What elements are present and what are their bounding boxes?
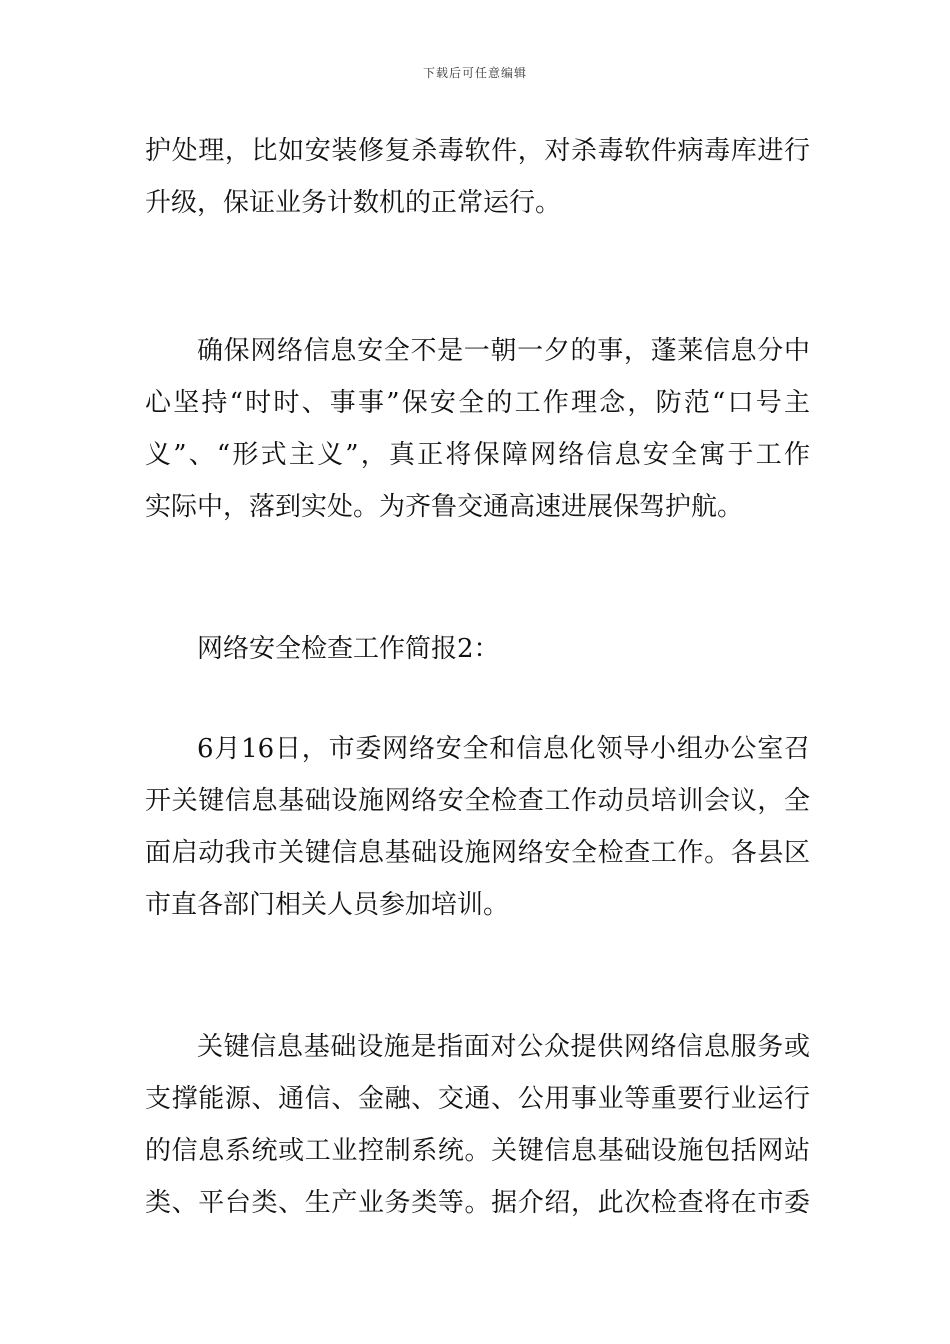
text-line: 开关键信息基础设施网络安全检查工作动员培训会议，全: [145, 786, 810, 816]
text-line: 心坚持“时时、事事”保安全的工作理念，防范“口号主: [145, 388, 810, 418]
text-line: 确保网络信息安全不是一朝一夕的事，蓬莱信息分中: [197, 336, 810, 366]
text-line: 护处理，比如安装修复杀毒软件，对杀毒软件病毒库进行: [145, 136, 810, 166]
text-line: 面启动我市关键信息基础设施网络安全检查工作。各县区: [145, 838, 810, 868]
text-line: 支撑能源、通信、金融、交通、公用事业等重要行业运行: [145, 1084, 810, 1114]
text-line: 类、平台类、生产业务类等。据介绍，此次检查将在市委: [145, 1188, 810, 1218]
paragraph-meeting: [145, 723, 810, 931]
section-heading-briefing-2: [145, 623, 810, 675]
text-line: 网络安全检查工作简报2：: [197, 634, 500, 664]
text-line: 义”、“形式主义”，真正将保障网络信息安全寓于工作: [145, 440, 810, 470]
text-line: 升级，保证业务计数机的正常运行。: [145, 188, 562, 218]
page-header: 下载后可任意编辑: [422, 66, 527, 80]
text-line: 市直各部门相关人员参加培训。: [145, 890, 510, 920]
text-line: 的信息系统或工业控制系统。关键信息基础设施包括网站: [145, 1136, 810, 1166]
text-line: 关键信息基础设施是指面对公众提供网络信息服务或: [197, 1032, 810, 1062]
text-line: 6月16日，市委网络安全和信息化领导小组办公室召: [197, 734, 810, 764]
paragraph-infrastructure-definition: [145, 1021, 810, 1229]
paragraph-antivirus: [145, 125, 810, 229]
paragraph-security-concept: [145, 325, 810, 533]
text-line: 实际中，落到实处。为齐鲁交通高速进展保驾护航。: [145, 492, 744, 522]
